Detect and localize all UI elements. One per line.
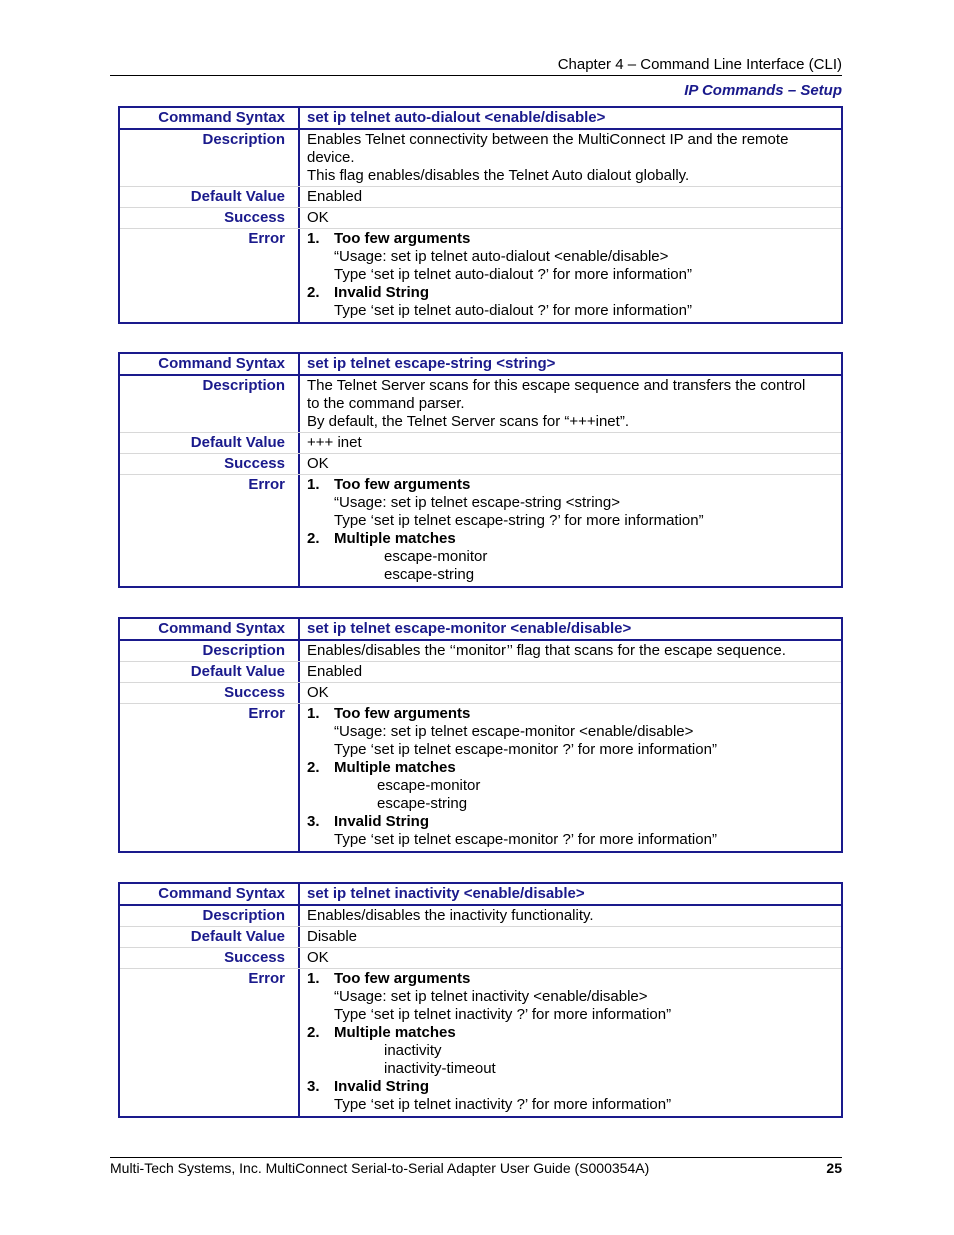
row-value	[300, 130, 841, 186]
table-row	[120, 354, 841, 376]
page-number: 25	[826, 1160, 842, 1176]
chapter-title: Chapter 4 – Command Line Interface (CLI)	[557, 56, 842, 73]
row-label: Description	[120, 130, 300, 186]
error-title	[307, 705, 841, 723]
row-value	[300, 662, 841, 682]
match-item: escape-string	[384, 566, 475, 583]
section-title: IP Commands – Setup	[684, 82, 842, 99]
error-detail: “Usage: set ip telnet inactivity <enable/disable>	[334, 988, 648, 1005]
description-line: This flag enables/disables the Telnet Auto dialout globally.	[307, 167, 690, 184]
row-label: Command Syntax	[120, 619, 300, 639]
error-number: 1.	[307, 230, 320, 247]
table-row	[120, 207, 841, 228]
match-item: escape-string	[377, 795, 468, 812]
error-number: 2.	[307, 530, 320, 547]
footer-divider	[110, 1157, 842, 1158]
error-detail: Type ‘set ip telnet inactivity ?’ for more information”	[334, 1096, 672, 1113]
row-value	[300, 108, 841, 128]
error-number: 3.	[307, 1078, 320, 1095]
command-syntax: set ip telnet inactivity <enable/disable>	[307, 885, 585, 902]
default-value: Enabled	[307, 188, 363, 205]
error-title	[307, 230, 841, 248]
default-value: Enabled	[307, 663, 363, 680]
row-value	[300, 683, 841, 703]
error-name: Multiple matches	[334, 759, 456, 776]
row-label: Default Value	[120, 433, 300, 453]
row-value	[300, 969, 841, 1116]
match-item: inactivity	[384, 1042, 442, 1059]
row-value	[300, 454, 841, 474]
table-row	[120, 130, 841, 186]
description-line: Enables Telnet connectivity between the MultiConnect IP and the remote	[307, 131, 789, 148]
row-label: Command Syntax	[120, 884, 300, 904]
default-value: +++ inet	[307, 434, 362, 451]
row-value	[300, 948, 841, 968]
error-title	[307, 759, 841, 777]
description-line: to the command parser.	[307, 395, 465, 412]
table-row	[120, 474, 841, 586]
row-label: Success	[120, 948, 300, 968]
table-row	[120, 703, 841, 851]
error-name: Invalid String	[334, 284, 430, 301]
row-value	[300, 704, 841, 851]
error-detail: “Usage: set ip telnet auto-dialout <enable/disable>	[334, 248, 669, 265]
default-value: Disable	[307, 928, 358, 945]
error-number: 3.	[307, 813, 320, 830]
row-label: Description	[120, 906, 300, 926]
description-line: Enables/disables the ‘‘monitor’’ flag that scans for the escape sequence.	[307, 642, 786, 659]
row-value	[300, 927, 841, 947]
row-label: Default Value	[120, 927, 300, 947]
description-line: The Telnet Server scans for this escape sequence and transfers the control	[307, 377, 806, 394]
error-number: 2.	[307, 1024, 320, 1041]
row-value	[300, 619, 841, 639]
table-row	[120, 947, 841, 968]
error-name: Multiple matches	[334, 530, 456, 547]
description-line: By default, the Telnet Server scans for “+++inet”.	[307, 413, 629, 430]
table-row	[120, 108, 841, 130]
match-item: escape-monitor	[384, 548, 488, 565]
row-label: Success	[120, 208, 300, 228]
row-label: Default Value	[120, 187, 300, 207]
row-label: Success	[120, 683, 300, 703]
row-label: Description	[120, 641, 300, 661]
error-number: 2.	[307, 759, 320, 776]
command-table	[118, 882, 843, 1118]
error-title	[307, 476, 841, 494]
table-row	[120, 186, 841, 207]
error-number: 1.	[307, 970, 320, 987]
description-line: Enables/disables the inactivity functionality.	[307, 907, 594, 924]
row-value	[300, 354, 841, 374]
error-title	[307, 970, 841, 988]
row-value	[300, 906, 841, 926]
table-row	[120, 376, 841, 432]
row-value	[300, 376, 841, 432]
footer-text: Multi-Tech Systems, Inc. MultiConnect Serial-to-Serial Adapter User Guide (S000354A)	[110, 1160, 650, 1176]
error-number: 1.	[307, 705, 320, 722]
error-title	[307, 1024, 841, 1042]
row-value	[300, 475, 841, 586]
error-name: Too few arguments	[334, 476, 471, 493]
success-value: OK	[307, 949, 329, 966]
row-label: Default Value	[120, 662, 300, 682]
error-name: Too few arguments	[334, 230, 471, 247]
error-detail: “Usage: set ip telnet escape-string <string>	[334, 494, 620, 511]
error-title	[307, 284, 841, 302]
table-row	[120, 926, 841, 947]
row-label: Error	[120, 704, 300, 851]
row-value	[300, 884, 841, 904]
error-title	[307, 1078, 841, 1096]
row-label: Command Syntax	[120, 108, 300, 128]
success-value: OK	[307, 209, 329, 226]
row-value	[300, 641, 841, 661]
table-row	[120, 682, 841, 703]
table-row	[120, 661, 841, 682]
error-name: Too few arguments	[334, 705, 471, 722]
error-name: Too few arguments	[334, 970, 471, 987]
command-syntax: set ip telnet auto-dialout <enable/disable>	[307, 109, 606, 126]
table-row	[120, 968, 841, 1116]
match-item: escape-monitor	[377, 777, 481, 794]
row-value	[300, 187, 841, 207]
row-label: Error	[120, 969, 300, 1116]
error-detail: “Usage: set ip telnet escape-monitor <enable/disable>	[334, 723, 694, 740]
command-table	[118, 106, 843, 324]
table-row	[120, 619, 841, 641]
table-row	[120, 884, 841, 906]
error-detail: Type ‘set ip telnet inactivity ?’ for more information”	[334, 1006, 672, 1023]
error-detail: Type ‘set ip telnet escape-monitor ?’ for more information”	[334, 741, 717, 758]
command-table	[118, 352, 843, 588]
row-value	[300, 433, 841, 453]
row-value	[300, 229, 841, 322]
error-name: Multiple matches	[334, 1024, 456, 1041]
table-row	[120, 641, 841, 661]
table-row	[120, 906, 841, 926]
success-value: OK	[307, 455, 329, 472]
command-syntax: set ip telnet escape-string <string>	[307, 355, 556, 372]
row-label: Command Syntax	[120, 354, 300, 374]
error-name: Invalid String	[334, 1078, 430, 1095]
row-label: Error	[120, 229, 300, 322]
command-table	[118, 617, 843, 853]
error-name: Invalid String	[334, 813, 430, 830]
table-row	[120, 228, 841, 322]
row-label: Success	[120, 454, 300, 474]
table-row	[120, 453, 841, 474]
error-number: 2.	[307, 284, 320, 301]
row-value	[300, 208, 841, 228]
description-line: device.	[307, 149, 355, 166]
error-number: 1.	[307, 476, 320, 493]
success-value: OK	[307, 684, 329, 701]
error-title	[307, 813, 841, 831]
error-detail: Type ‘set ip telnet escape-monitor ?’ for more information”	[334, 831, 717, 848]
header-divider	[110, 75, 842, 76]
error-detail: Type ‘set ip telnet auto-dialout ?’ for more information”	[334, 266, 692, 283]
row-label: Description	[120, 376, 300, 432]
match-item: inactivity-timeout	[384, 1060, 496, 1077]
error-title	[307, 530, 841, 548]
table-row	[120, 432, 841, 453]
error-detail: Type ‘set ip telnet auto-dialout ?’ for more information”	[334, 302, 692, 319]
command-syntax: set ip telnet escape-monitor <enable/disable>	[307, 620, 632, 637]
error-detail: Type ‘set ip telnet escape-string ?’ for more information”	[334, 512, 704, 529]
row-label: Error	[120, 475, 300, 586]
